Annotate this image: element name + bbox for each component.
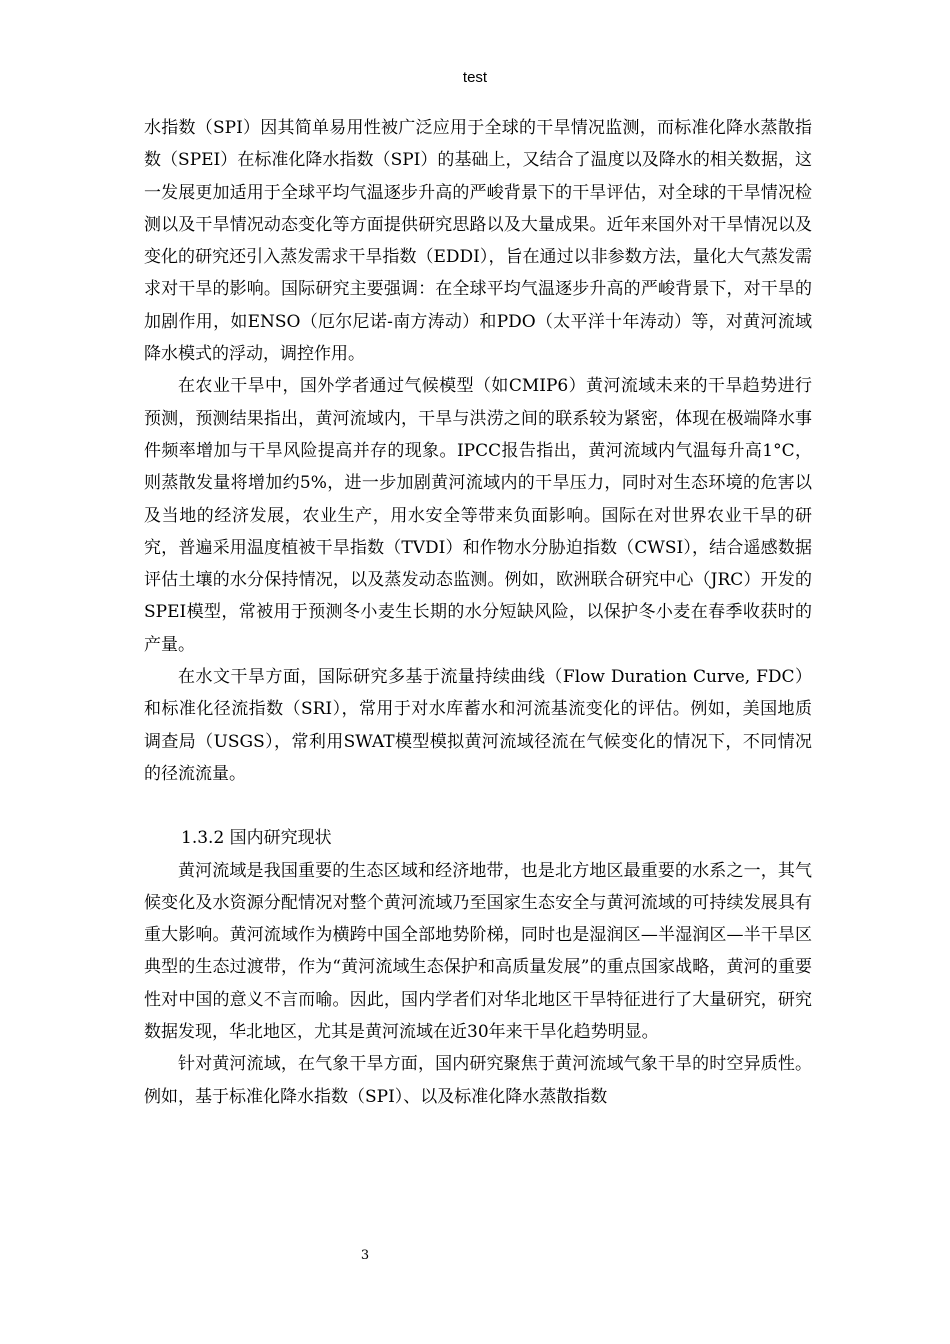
paragraph-agricultural-drought: 在农业干旱中，国外学者通过气候模型（如CMIP6）黄河流域未来的干旱趋势进行预测，预测结果指出，黄河流域内，干旱与洪涝之间的联系较为紧密，体现在极端降水事件频率增加与干旱风险提高并存的现象。IPCC报告指出，黄河流域内气温每升高1°C，则蒸散发量将增加约5%，进一步加剧黄河流域内的干旱压力，同时对生态环境的危害以及当地的经济发展，农业生产，用水安全等带来负面影响。国际在对世界农业干旱的研究，普遍采用温度植被干旱指数（TVDI）和作物水分胁迫指数（CWSI），结合遥感数据评估土壤的水分保持情况，以及蒸发动态监测。例如，欧洲联合研究中心（JRC）开发的SPEI模型，常被用于预测冬小麦生长期的水分短缺风险，以保护冬小麦在春季收获时的产量。 xyxy=(144,376,812,655)
paragraph-yellow-river-overview: 黄河流域是我国重要的生态区域和经济地带，也是北方地区最重要的水系之一，其气候变化及水资源分配情况对整个黄河流域乃至国家生态安全与黄河流域的可持续发展具有重大影响。黄河流域作为横跨中国全部地势阶梯，同时也是湿润区—半湿润区—半干旱区典型的生态过渡带，作为“黄河流域生态保护和高质量发展”的重点国家战略，黄河的重要性对中国的意义不言而喻。因此，国内学者们对华北地区干旱特征进行了大量研究，研究数据发现，华北地区，尤其是黄河流域在近30年来干旱化趋势明显。 xyxy=(144,860,812,1043)
section-heading: 1.3.2 国内研究现状 xyxy=(181,828,332,849)
section-spacer xyxy=(144,790,812,822)
document-body xyxy=(144,112,812,1113)
paragraph-meteorological-drought: 针对黄河流域，在气象干旱方面，国内研究聚焦于黄河流域气象干旱的时空异质性。例如，基于标准化降水指数（SPI）、以及标准化降水蒸散指数 xyxy=(144,1054,812,1107)
paragraph-continued: 水指数（SPI）因其简单易用性被广泛应用于全球的干旱情况监测，而标准化降水蒸散指数（SPEI）在标准化降水指数（SPI）的基础上，又结合了温度以及降水的相关数据，这一发展更加适用于全球平均气温逐步升高的严峻背景下的干旱评估，对全球的干旱情况检测以及干旱情况动态变化等方面提供研究思路以及大量成果。近年来国外对干旱情况以及变化的研究还引入蒸发需求干旱指数（EDDI），旨在通过以非参数方法，量化大气蒸发需求对干旱的影响。国际研究主要强调：在全球平均气温逐步升高的严峻背景下，对干旱的加剧作用，如ENSO（厄尔尼诺-南方涛动）和PDO（太平洋十年涛动）等，对黄河流域降水模式的浮动，调控作用。 xyxy=(144,118,812,365)
page-header: test xyxy=(462,69,488,86)
paragraph-hydrological-drought: 在水文干旱方面，国际研究多基于流量持续曲线（Flow Duration Curve, FDC）和标准化径流指数（SRI），常用于对水库蓄水和河流基流变化的评估。例如，美国地质调查局（USGS），常利用SWAT模型模拟黄河流域径流在气候变化的情况下，不同情况的径流流量。 xyxy=(144,667,812,784)
page-number: 3 xyxy=(360,1248,370,1263)
